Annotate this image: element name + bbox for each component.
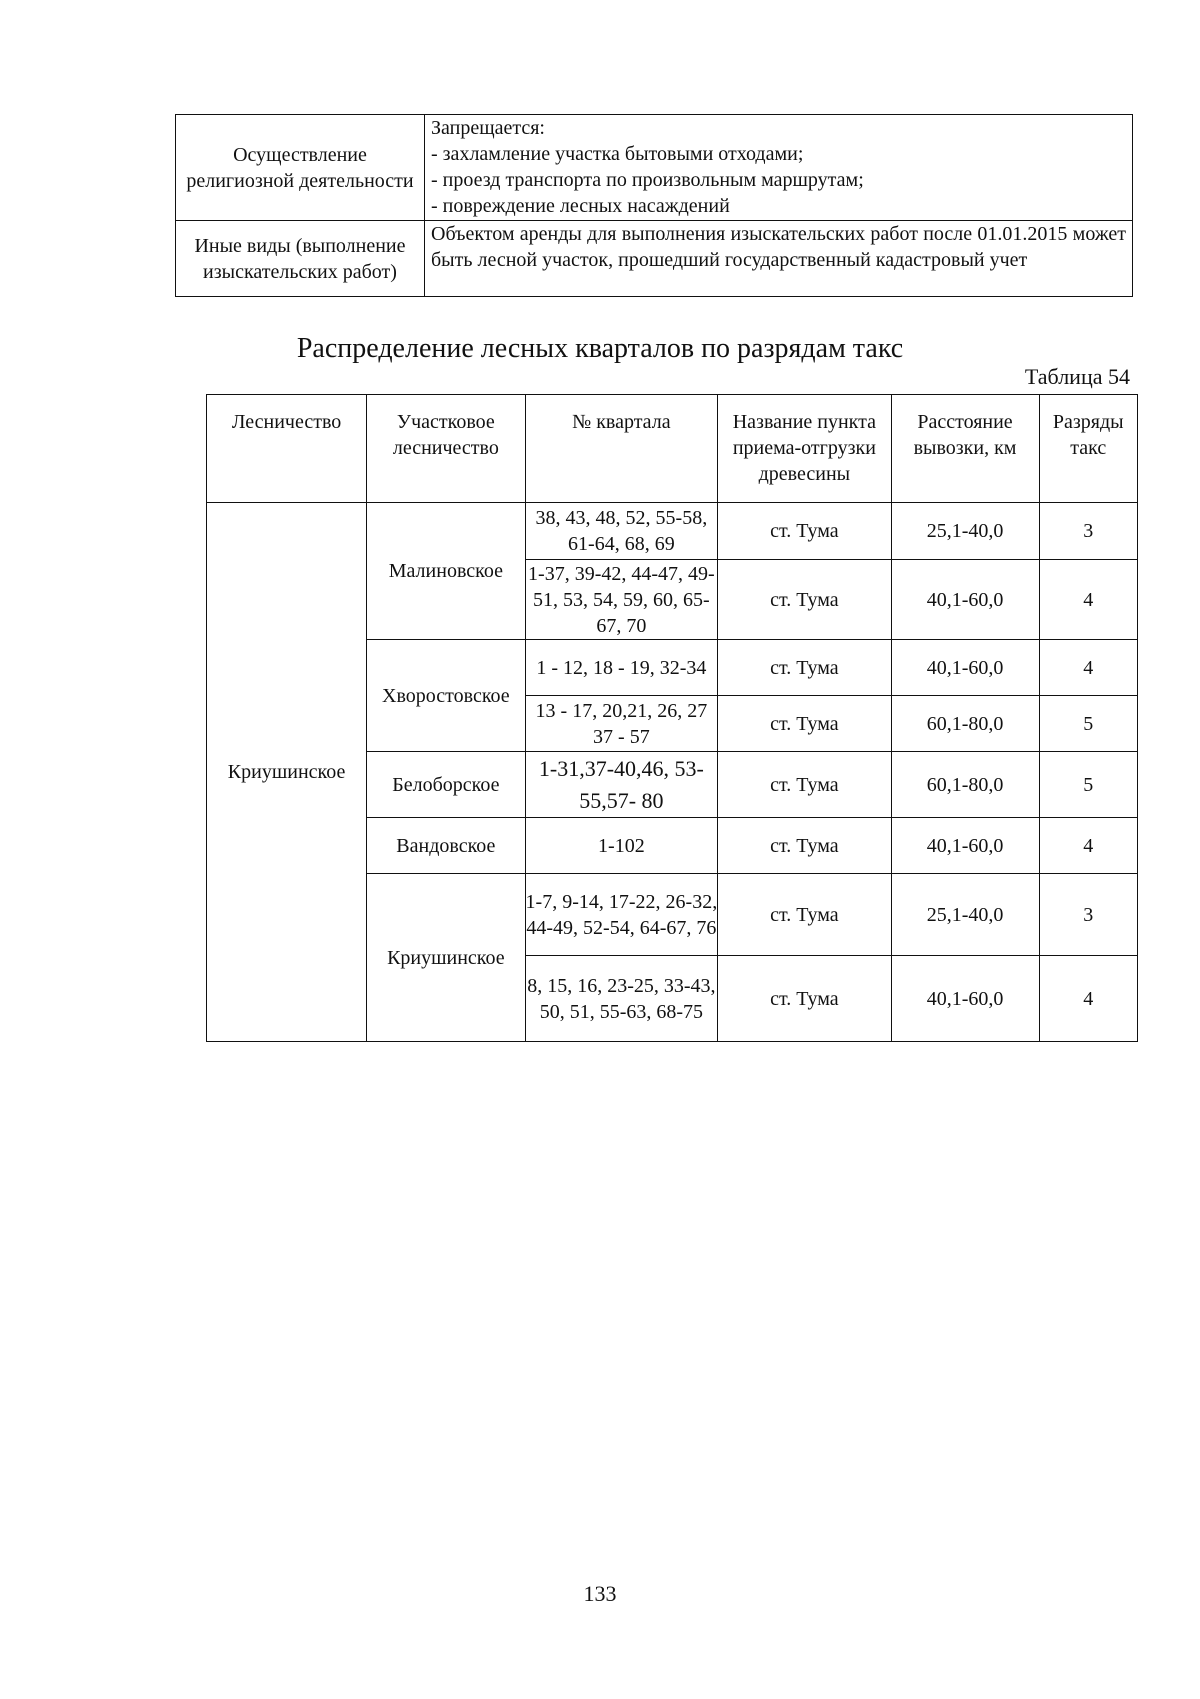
distance-cell: 25,1-40,0 xyxy=(891,503,1039,560)
forest-quarters-table xyxy=(206,394,1138,1042)
restriction-line: - захламление участка бытовыми отходами; xyxy=(431,143,804,165)
point-cell: ст. Тума xyxy=(718,560,891,640)
restrictions-table xyxy=(175,114,1133,297)
rank-cell: 5 xyxy=(1039,696,1138,752)
quarters-cell: 1-31,37-40,46, 53-55,57- 80 xyxy=(525,752,718,818)
distance-cell: 40,1-60,0 xyxy=(891,640,1039,696)
header-distance: Расстояние вывозки, км xyxy=(891,395,1039,503)
district-cell: Вандовское xyxy=(367,818,525,874)
district-cell: Хворостовское xyxy=(367,640,525,752)
distance-cell: 40,1-60,0 xyxy=(891,956,1039,1042)
activity-label: Осуществление религиозной деятельности xyxy=(176,115,425,221)
district-cell: Белоборское xyxy=(367,752,525,818)
page-number: 133 xyxy=(583,1581,617,1606)
distance-cell: 60,1-80,0 xyxy=(891,752,1039,818)
point-cell: ст. Тума xyxy=(718,874,891,956)
rank-cell: 4 xyxy=(1039,560,1138,640)
rank-cell: 4 xyxy=(1039,640,1138,696)
restrictions-row xyxy=(176,115,1133,221)
rank-cell: 4 xyxy=(1039,956,1138,1042)
point-cell: ст. Тума xyxy=(718,640,891,696)
restrictions-row xyxy=(176,221,1133,297)
district-cell: Криушинское xyxy=(367,874,525,1042)
quarters-cell: 1-7, 9-14, 17-22, 26-32, 44-49, 52-54, 64-67, 76 xyxy=(525,874,718,956)
activity-restrictions xyxy=(425,115,1133,221)
point-cell: ст. Тума xyxy=(718,696,891,752)
rank-cell: 3 xyxy=(1039,874,1138,956)
table-number: Таблица 54 xyxy=(1024,364,1130,389)
rank-cell: 4 xyxy=(1039,818,1138,874)
table-row xyxy=(207,503,1138,560)
distance-cell: 25,1-40,0 xyxy=(891,874,1039,956)
activity-label: Иные виды (выполнение изыскательских работ) xyxy=(176,221,425,297)
restriction-line: Запрещается: xyxy=(431,117,545,139)
restriction-line: - проезд транспорта по произвольным маршрутам; xyxy=(431,169,864,191)
quarters-cell: 13 - 17, 20,21, 26, 27 37 - 57 xyxy=(525,696,718,752)
header-point: Название пункта приема-отгрузки древесины xyxy=(718,395,891,503)
quarters-cell: 1 - 12, 18 - 19, 32-34 xyxy=(525,640,718,696)
quarters-cell: 38, 43, 48, 52, 55-58, 61-64, 68, 69 xyxy=(525,503,718,560)
forestry-cell: Криушинское xyxy=(207,503,367,1042)
quarters-cell: 1-37, 39-42, 44-47, 49-51, 53, 54, 59, 60, 65-67, 70 xyxy=(525,560,718,640)
quarters-cell: 1-102 xyxy=(525,818,718,874)
distance-cell: 60,1-80,0 xyxy=(891,696,1039,752)
district-cell: Малиновское xyxy=(367,503,525,640)
header-rank: Разряды такс xyxy=(1039,395,1138,503)
rank-cell: 5 xyxy=(1039,752,1138,818)
header-district: Участковое лесничество xyxy=(367,395,525,503)
header-quarter: № квартала xyxy=(525,395,718,503)
point-cell: ст. Тума xyxy=(718,818,891,874)
header-forestry: Лесничество xyxy=(207,395,367,503)
point-cell: ст. Тума xyxy=(718,503,891,560)
section-title: Распределение лесных кварталов по разрядам такс xyxy=(296,333,904,364)
point-cell: ст. Тума xyxy=(718,956,891,1042)
point-cell: ст. Тума xyxy=(718,752,891,818)
header-row xyxy=(207,395,1138,503)
distance-cell: 40,1-60,0 xyxy=(891,818,1039,874)
distance-cell: 40,1-60,0 xyxy=(891,560,1039,640)
activity-text: Объектом аренды для выполнения изыскательских работ после 01.01.2015 может быть лесной участок, прошедший государственный кадастровый учет xyxy=(425,221,1133,297)
rank-cell: 3 xyxy=(1039,503,1138,560)
quarters-cell: 8, 15, 16, 23-25, 33-43, 50, 51, 55-63, 68-75 xyxy=(525,956,718,1042)
restriction-line: - повреждение лесных насаждений xyxy=(431,195,730,217)
